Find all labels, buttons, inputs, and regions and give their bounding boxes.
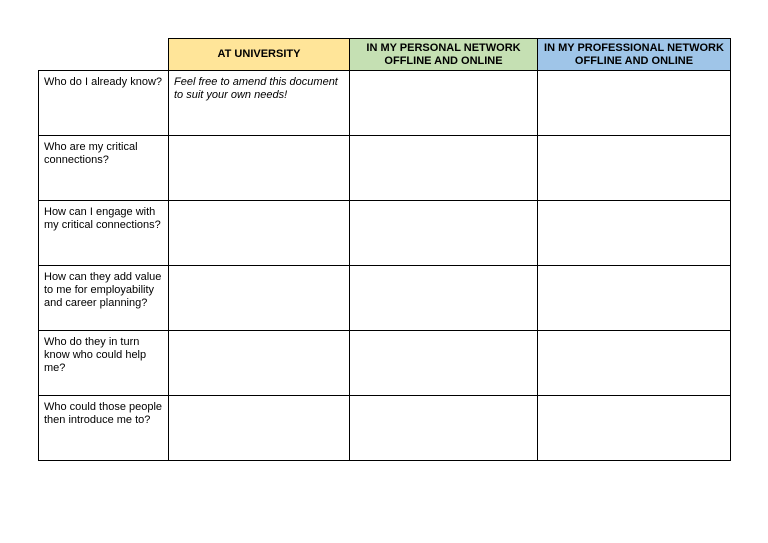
planning-document	[38, 38, 730, 461]
header-professional-network: IN MY PROFESSIONAL NETWORK OFFLINE AND ONLINE	[538, 39, 731, 71]
table-row	[39, 266, 731, 331]
answer-cell-university[interactable]: Feel free to amend this document to suit your own needs!	[169, 71, 350, 136]
table-row	[39, 71, 731, 136]
answer-cell-university[interactable]	[169, 331, 350, 396]
header-at-university: AT UNIVERSITY	[169, 39, 350, 71]
answer-cell-university[interactable]	[169, 266, 350, 331]
answer-cell-professional[interactable]	[538, 266, 731, 331]
answer-cell-university[interactable]	[169, 396, 350, 461]
answer-cell-university[interactable]	[169, 201, 350, 266]
answer-cell-personal[interactable]	[350, 71, 538, 136]
answer-cell-university[interactable]	[169, 136, 350, 201]
question-cell: Who could those people then introduce me to?	[39, 396, 169, 461]
question-cell: Who do they in turn know who could help me?	[39, 331, 169, 396]
answer-cell-personal[interactable]	[350, 266, 538, 331]
answer-cell-personal[interactable]	[350, 136, 538, 201]
answer-cell-professional[interactable]	[538, 201, 731, 266]
header-row	[39, 39, 731, 71]
answer-cell-professional[interactable]	[538, 331, 731, 396]
table-row	[39, 201, 731, 266]
question-cell: Who do I already know?	[39, 71, 169, 136]
answer-cell-professional[interactable]	[538, 71, 731, 136]
answer-cell-personal[interactable]	[350, 396, 538, 461]
corner-cell	[39, 39, 169, 71]
table-body	[39, 71, 731, 461]
question-cell: How can I engage with my critical connections?	[39, 201, 169, 266]
answer-cell-personal[interactable]	[350, 201, 538, 266]
question-cell: Who are my critical connections?	[39, 136, 169, 201]
answer-cell-professional[interactable]	[538, 396, 731, 461]
table-row	[39, 136, 731, 201]
answer-cell-professional[interactable]	[538, 136, 731, 201]
header-personal-network: IN MY PERSONAL NETWORK OFFLINE AND ONLINE	[350, 39, 538, 71]
answer-cell-personal[interactable]	[350, 331, 538, 396]
network-planning-table	[38, 38, 731, 461]
question-cell: How can they add value to me for employability and career planning?	[39, 266, 169, 331]
table-row	[39, 331, 731, 396]
table-row	[39, 396, 731, 461]
